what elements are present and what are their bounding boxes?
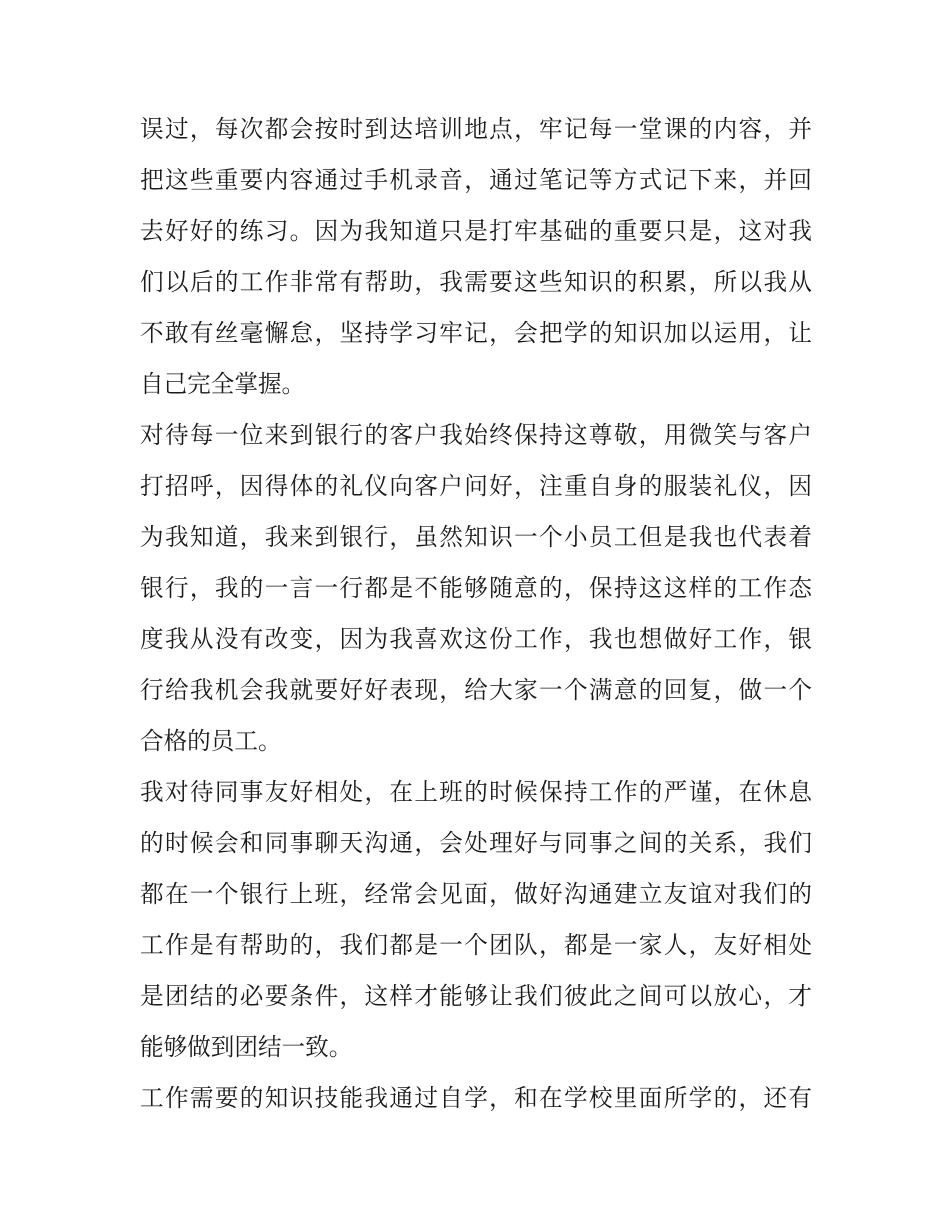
text-line: 误过，每次都会按时到达培训地点，牢记每一堂课的内容，并 (140, 115, 812, 143)
text-line: 银行，我的一言一行都是不能够随意的，保持这这样的工作态 (140, 574, 812, 602)
text-line: 合格的员工。 (140, 727, 282, 755)
text-line: 都在一个银行上班，经常会见面，做好沟通建立友谊对我们的 (140, 880, 812, 908)
text-line: 们以后的工作非常有帮助，我需要这些知识的积累，所以我从 (140, 268, 812, 296)
text-line: 能够做到团结一致。 (140, 1033, 353, 1061)
text-line: 不敢有丝毫懈怠，坚持学习牢记，会把学的知识加以运用，让 (140, 319, 812, 347)
text-line: 工作需要的知识技能我通过自学，和在学校里面所学的，还有 (140, 1084, 812, 1112)
text-line: 的时候会和同事聊天沟通，会处理好与同事之间的关系，我们 (140, 829, 812, 857)
text-line: 去好好的练习。因为我知道只是打牢基础的重要只是，这对我 (140, 217, 812, 245)
text-line: 把这些重要内容通过手机录音，通过笔记等方式记下来，并回 (140, 166, 812, 194)
text-line: 是团结的必要条件，这样才能够让我们彼此之间可以放心，才 (140, 982, 812, 1010)
text-line: 对待每一位来到银行的客户我始终保持这尊敬，用微笑与客户 (140, 421, 812, 449)
text-line: 行给我机会我就要好好表现，给大家一个满意的回复，做一个 (140, 676, 812, 704)
text-line: 度我从没有改变，因为我喜欢这份工作，我也想做好工作，银 (140, 625, 812, 653)
text-line: 工作是有帮助的，我们都是一个团队，都是一家人，友好相处 (140, 931, 812, 959)
text-line: 自己完全掌握。 (140, 370, 306, 398)
text-line: 为我知道，我来到银行，虽然知识一个小员工但是我也代表着 (140, 523, 812, 551)
text-line: 我对待同事友好相处，在上班的时候保持工作的严谨，在休息 (140, 778, 812, 806)
text-line: 打招呼，因得体的礼仪向客户问好，注重自身的服装礼仪，因 (140, 472, 812, 500)
body-text (140, 104, 812, 1124)
